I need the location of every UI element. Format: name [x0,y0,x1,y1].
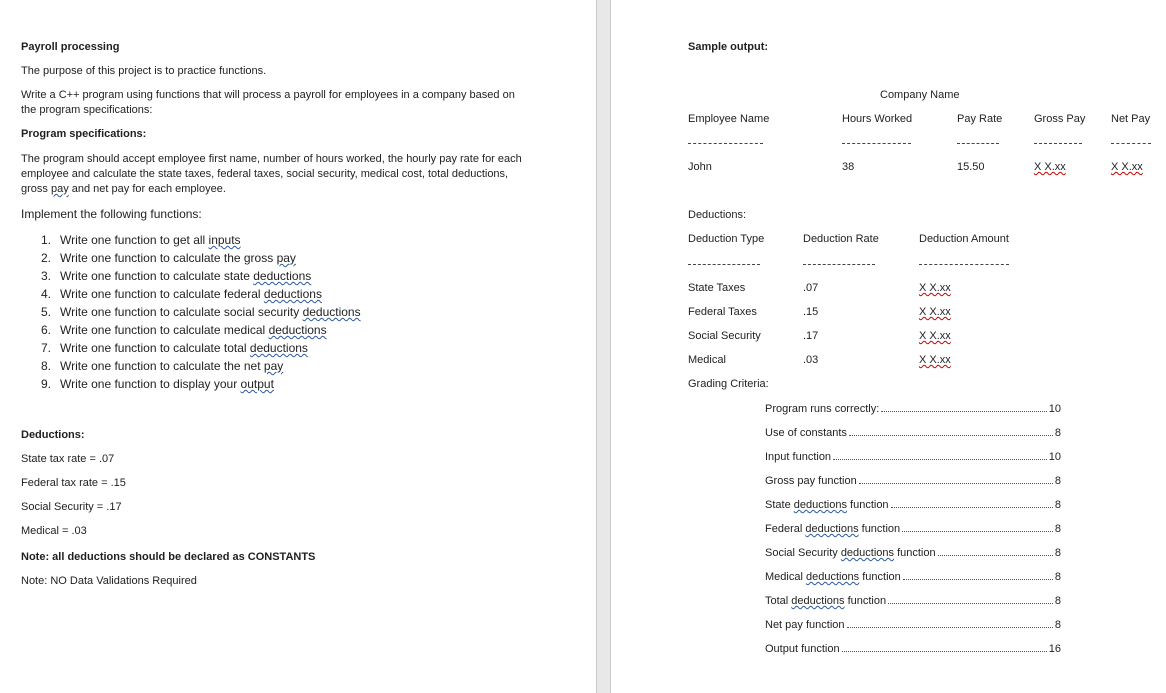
doc-title: Payroll processing [21,41,120,53]
function-number: 4. [41,287,52,301]
criteria-label-pre: Program runs correctly: [765,403,880,415]
function-text: Write one function to calculate the gross [60,251,277,265]
row-rate: 15.50 [957,161,985,173]
function-squiggle: inputs [208,233,241,247]
criteria-item [765,473,1061,487]
ded-row-amount: X X.xx [919,306,951,318]
criteria-points: 8 [1054,523,1061,535]
criteria-item [765,521,1061,535]
dash-ded-amount [919,264,1009,265]
criteria-item [765,569,1061,583]
function-number: 3. [41,269,52,283]
leader-dots [902,531,1053,532]
dash-net [1111,143,1151,144]
criteria-label-squiggle: deductions [805,571,860,583]
function-squiggle: pay [263,359,284,373]
function-item [41,359,283,373]
function-item [41,341,308,355]
note-validation: Note: NO Data Validations Required [21,575,197,587]
ded-row-amount: X X.xx [919,282,951,294]
leader-dots [888,603,1053,604]
purpose-text: The purpose of this project is to practice functions. [21,65,267,77]
header-hours-worked: Hours Worked [842,113,913,125]
criteria-item [765,425,1061,439]
spec-rest: and net pay for each employee. [68,183,226,195]
ded-header-rate: Deduction Rate [803,233,879,245]
criteria-item [765,641,1061,655]
function-text: Write one function to display your [60,377,241,391]
ded-header-amount: Deduction Amount [919,233,1009,245]
criteria-item [765,401,1061,415]
criteria-label-pre: Total [765,595,792,607]
rate-state: State tax rate = .07 [21,453,115,465]
leader-dots [903,579,1053,580]
spec-line-3 [21,182,226,196]
criteria-label [765,403,879,415]
criteria-item [765,497,1061,511]
criteria-item [765,545,1061,559]
leader-dots [833,459,1047,460]
note-constants: Note: all deductions should be declared as CONSTANTS [21,551,316,563]
function-item [41,287,322,301]
function-number: 8. [41,359,52,373]
criteria-item [765,593,1061,607]
function-text: Write one function to calculate social security [60,305,303,319]
function-text: Write one function to calculate federal [60,287,264,301]
ded-row-amount: X X.xx [919,330,951,342]
ded-row-rate: .03 [803,354,819,366]
criteria-label [765,547,936,559]
leader-dots [849,435,1053,436]
page-gutter [596,0,611,693]
criteria-label [765,643,840,655]
leader-dots [891,507,1053,508]
right-page [611,0,1166,693]
ded-row-rate: .07 [803,282,819,294]
criteria-label-squiggle: deductions [805,523,859,535]
criteria-label-pre: Use of constants [765,427,847,439]
criteria-points: 8 [1054,571,1061,583]
ded-row-type: Social Security [688,330,761,342]
implement-heading: Implement the following functions: [21,207,202,221]
criteria-label [765,523,900,535]
leader-dots [881,411,1046,412]
criteria-label [765,427,847,439]
function-text: Write one function to calculate total [60,341,250,355]
header-employee-name: Employee Name [688,113,770,125]
criteria-label-pre: Medical [765,571,806,583]
rate-federal: Federal tax rate = .15 [21,477,126,489]
criteria-label-pre: Social Security [765,547,841,559]
function-item [41,251,296,265]
function-number: 7. [41,341,52,355]
criteria-label-squiggle: deductions [840,547,895,559]
criteria-points: 16 [1048,643,1061,655]
function-text: Write one function to calculate medical [60,323,269,337]
criteria-label-post: function [859,571,901,583]
criteria-label-pre: Output function [765,643,840,655]
row-name: John [688,161,712,173]
criteria-label-post: function [846,499,889,511]
criteria-label [765,451,831,463]
spec-heading: Program specifications: [21,128,147,140]
spec-gross: gross [21,183,48,195]
deductions-label: Deductions: [688,209,747,221]
dash-ded-rate [803,264,875,265]
rate-medical: Medical = .03 [21,525,87,537]
criteria-label [765,571,901,583]
ded-row-amount: X X.xx [919,354,951,366]
dash-hours [842,143,911,144]
grading-label: Grading Criteria: [688,378,769,390]
function-squiggle: deductions [268,323,327,337]
ded-row-type: State Taxes [688,282,746,294]
ded-header-type: Deduction Type [688,233,765,245]
criteria-label-pre: Input function [765,451,832,463]
function-squiggle: deductions [249,341,308,355]
ded-row-type: Federal Taxes [688,306,757,318]
criteria-label [765,499,889,511]
criteria-label-pre: Gross pay function [765,475,857,487]
criteria-label-pre: Net pay function [765,619,845,631]
criteria-label-squiggle: deductions [793,499,847,511]
function-number: 6. [41,323,52,337]
rate-social-security: Social Security = .17 [21,501,122,513]
intro-line-2: the program specifications: [21,104,153,116]
ded-row-rate: .15 [803,306,819,318]
criteria-points: 10 [1048,403,1061,415]
criteria-label-post: function [858,523,901,535]
dash-ded-type [688,264,760,265]
criteria-label [765,475,857,487]
sample-heading: Sample output: [688,41,769,53]
dash-rate [957,143,999,144]
deductions-heading: Deductions: [21,429,85,441]
function-item [41,269,311,283]
criteria-label [765,619,845,631]
intro-line-1: Write a C++ program using functions that will process a payroll for employees in a company based on [21,89,515,101]
function-squiggle: output [240,377,274,391]
criteria-points: 8 [1054,595,1061,607]
dash-gross [1034,143,1082,144]
leader-dots [859,483,1053,484]
function-number: 1. [41,233,52,247]
function-squiggle: deductions [253,269,312,283]
function-number: 9. [41,377,52,391]
row-gross: X X.xx [1034,161,1066,173]
header-gross-pay: Gross Pay [1034,113,1086,125]
criteria-points: 8 [1054,619,1061,631]
header-net-pay: Net Pay [1111,113,1151,125]
row-net: X X.xx [1111,161,1143,173]
criteria-label-pre: Federal [765,523,806,535]
function-squiggle: deductions [302,305,361,319]
function-item [41,233,241,247]
criteria-points: 8 [1054,499,1061,511]
spec-line-2: employee and calculate the state taxes, federal taxes, social security, medical cost, total deductions, [21,168,509,180]
function-item [41,323,327,337]
criteria-points: 8 [1054,475,1061,487]
function-number: 5. [41,305,52,319]
leader-dots [938,555,1053,556]
row-hours: 38 [842,161,855,173]
function-item [41,377,274,391]
criteria-label-post: function [894,547,936,559]
criteria-points: 10 [1048,451,1061,463]
function-text: Write one function to calculate state [60,269,254,283]
spec-line-1: The program should accept employee first name, number of hours worked, the hourly pay rate for each [21,153,522,165]
function-text: Write one function to get all [60,233,209,247]
function-squiggle: deductions [263,287,322,301]
criteria-points: 8 [1054,547,1061,559]
leader-dots [842,651,1047,652]
ded-row-type: Medical [688,354,726,366]
leader-dots [847,627,1053,628]
ded-row-rate: .17 [803,330,819,342]
function-item [41,305,361,319]
criteria-label-post: function [844,595,887,607]
criteria-item [765,449,1061,463]
dash-employee [688,143,763,144]
criteria-label-pre: State [765,499,794,511]
criteria-label-squiggle: deductions [791,595,845,607]
criteria-points: 8 [1054,427,1061,439]
function-squiggle: pay [276,251,296,265]
function-number: 2. [41,251,52,265]
company-name: Company Name [880,89,960,101]
function-text: Write one function to calculate the net [60,359,264,373]
header-pay-rate: Pay Rate [957,113,1003,125]
spec-pay-squiggle: pay [50,183,69,195]
criteria-label [765,595,886,607]
criteria-item [765,617,1061,631]
